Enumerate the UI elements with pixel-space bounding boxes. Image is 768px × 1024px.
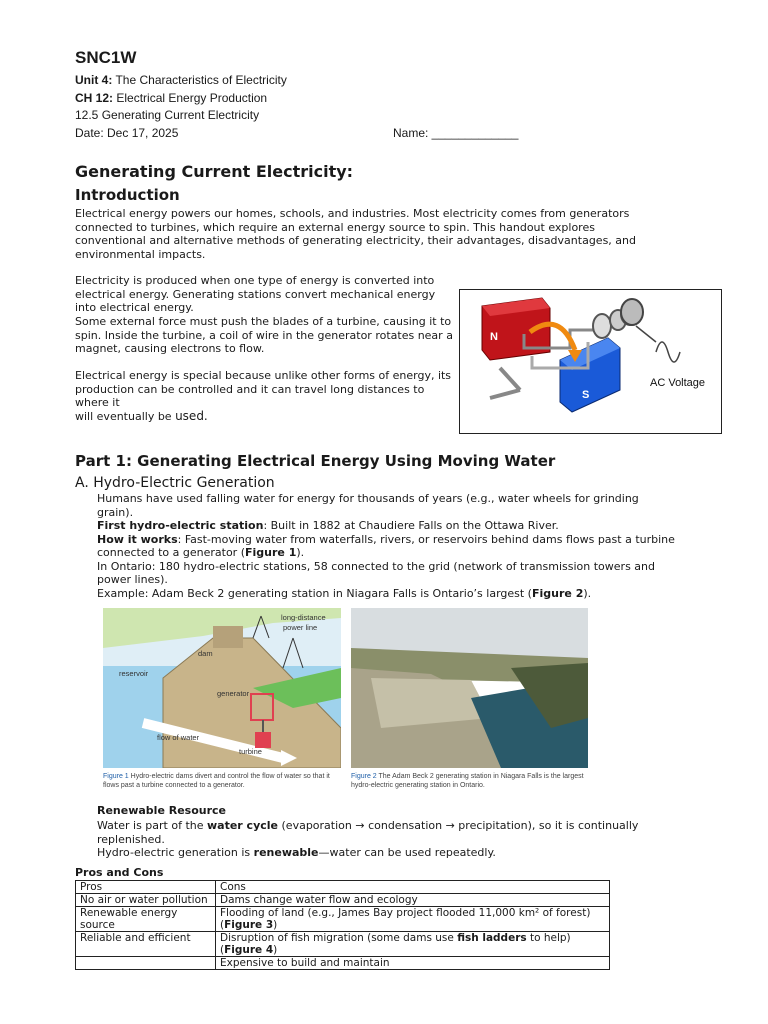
intro-paragraph-1: Electrical energy powers our homes, schools, and industries. Most electricity comes from generators connected to turbines, which require an external energy source to spin. This handout explores conventional and alternative methods of generating electricity, their advantages, disadvantages, and environmental impacts. (75, 207, 636, 261)
pros-cons-table (75, 880, 610, 970)
slip-ring (593, 314, 611, 338)
ac-voltage-label: AC Voltage (650, 377, 706, 389)
history-line: Humans have used falling water for energy for thousands of years (e.g., water wheels for grinding grain). (97, 492, 639, 519)
renewable-line: Hydro-electric generation is renewable—water can be used repeatedly. (97, 846, 496, 859)
table-row (76, 957, 610, 970)
svg-text:power line: power line (283, 623, 318, 632)
table-cell: Dams change water flow and ecology (216, 894, 610, 907)
date-line: Date: Dec 17, 2025 Name: _____________ (75, 125, 519, 140)
example-line: Example: Adam Beck 2 generating station in Niagara Falls is Ontario’s largest (Figure 2). (97, 586, 592, 600)
crank-handle (500, 368, 520, 390)
section-a-heading: A. Hydro-Electric Generation (75, 475, 275, 491)
ac-wave-icon (656, 342, 680, 362)
table-row (76, 894, 610, 907)
hydro-dam-diagram (103, 608, 341, 768)
south-label: S (582, 389, 590, 401)
table-header-cons: Cons (216, 881, 610, 894)
section-line: 12.5 Generating Current Electricity (75, 108, 260, 122)
table-cell: Reliable and efficient (76, 932, 216, 957)
table-row (76, 881, 610, 894)
unit-line: Unit 4: The Characteristics of Electricity (75, 73, 287, 87)
table-row (76, 907, 610, 932)
table-cell: Flooding of land (e.g., James Bay project flooded 11,000 km² of forest) (Figure 3) (216, 907, 610, 932)
svg-text:generator: generator (217, 689, 250, 698)
part1-heading: Part 1: Generating Electrical Energy Using Moving Water (75, 452, 556, 470)
renewable-heading: Renewable Resource (97, 804, 227, 817)
course-code: SNC1W (75, 48, 137, 67)
brush (621, 299, 643, 325)
table-cell: No air or water pollution (76, 894, 216, 907)
turbine-icon (255, 732, 271, 748)
renewable-text (97, 819, 677, 860)
intro-paragraph-3: Some external force must push the blades of a turbine, causing it to spin. Inside the turbine, a coil of wire in the generator rotates near a magnet, causing electrons to flow. (75, 315, 453, 355)
figure-1-caption: Figure 1 Hydro-electric dams divert and control the flow of water so that it flows past a turbine connected to a generator. (103, 773, 330, 789)
ontario-line: In Ontario: 180 hydro-electric stations, 58 connected to the grid (network of transmission towers and power lines). (97, 559, 655, 586)
page-title: Generating Current Electricity: (75, 162, 354, 181)
svg-text:reservoir: reservoir (119, 669, 149, 678)
generator-illustration (460, 290, 721, 433)
table-cell (76, 957, 216, 970)
svg-text:long-distance: long-distance (281, 613, 326, 622)
generator-diagram (459, 289, 722, 434)
table-cell: Expensive to build and maintain (216, 957, 610, 970)
svg-text:flow of water: flow of water (157, 733, 200, 742)
hydro-facts (97, 492, 677, 600)
adam-beck-photo (351, 608, 588, 768)
header-info (75, 72, 635, 142)
table-row (76, 932, 610, 957)
intro-heading: Introduction (75, 186, 180, 204)
pros-cons-heading: Pros and Cons (75, 866, 164, 879)
figure-2-caption: Figure 2 The Adam Beck 2 generating station in Niagara Falls is the largest hydro-electric generating station in Ontario. (351, 773, 584, 789)
water-cycle-line: Water is part of the water cycle (evaporation → condensation → precipitation), so it is continually replenished. (97, 819, 639, 846)
intro-paragraph-4: Electrical energy is special because unlike other forms of energy, its production can be controlled and it can travel long distances to where it will eventually be used. (75, 369, 452, 423)
svg-text:turbine: turbine (239, 747, 262, 756)
hydro-figures (103, 608, 588, 798)
name-field[interactable]: Name: _____________ (393, 125, 519, 140)
how-it-works-line: How it works: Fast-moving water from waterfalls, rivers, or reservoirs behind dams flows past a turbine connected to a generator (Figure 1). (97, 532, 675, 559)
chapter-line: CH 12: Electrical Energy Production (75, 90, 268, 105)
intro-paragraph-2: Electricity is produced when one type of energy is converted into electrical energy. Generating stations convert mechanical energy into electrical energy. (75, 274, 436, 314)
svg-text:dam: dam (198, 649, 213, 658)
table-cell: Renewable energy source (76, 907, 216, 932)
table-cell: Disruption of fish migration (some dams use fish ladders to help) (Figure 4) (216, 932, 610, 957)
north-label: N (490, 331, 498, 343)
table-header-pros: Pros (76, 881, 216, 894)
first-station-line: First hydro-electric station: Built in 1882 at Chaudiere Falls on the Ottawa River. (97, 519, 559, 532)
